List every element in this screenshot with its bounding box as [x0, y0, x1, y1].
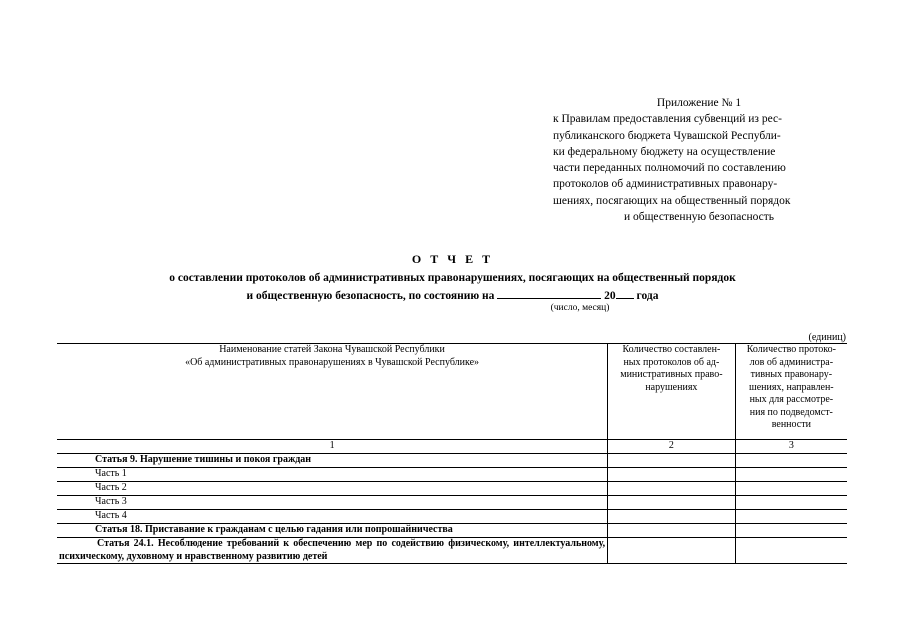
appendix-line: части переданных полномочий по составлению: [553, 162, 786, 175]
header-text: Количество составлен-: [622, 344, 721, 355]
part-name: Часть 4: [57, 510, 608, 524]
header-text: венности: [771, 419, 811, 430]
count-cell[interactable]: [735, 510, 847, 524]
count-cell[interactable]: [735, 454, 847, 468]
column-number-row: [57, 440, 847, 454]
header-text: министративных право-: [620, 369, 723, 380]
table-row: [57, 510, 847, 524]
report-title: О Т Ч Е Т: [411, 252, 494, 266]
count-cell[interactable]: [735, 496, 847, 510]
appendix-line: протоколов об административных правонару-: [553, 178, 778, 191]
header-text: ных протоколов об ад-: [623, 356, 720, 368]
table-row: [57, 468, 847, 482]
year-suffix: года: [636, 290, 659, 302]
appendix-line: публиканского бюджета Чувашской Республи-: [553, 129, 781, 142]
year-blank: [616, 286, 634, 299]
appendix-line: к Правилам предоставления субвенций из рес-: [553, 113, 782, 126]
year-prefix: 20: [604, 290, 616, 302]
appendix-note: [553, 95, 845, 225]
date-hint: (число, месяц): [550, 303, 610, 313]
header-text: лов об администра-: [749, 356, 834, 368]
header-text: «Об административных правонарушениях в Чувашской Республике»: [185, 356, 480, 368]
count-cell[interactable]: [735, 482, 847, 496]
count-cell[interactable]: [608, 496, 736, 510]
header-text: ния по подведомст-: [749, 406, 833, 418]
header-text: шениях, направлен-: [749, 381, 834, 393]
header-text: Наименование статей Закона Чувашской Республики: [219, 344, 445, 355]
appendix-line: ки федеральному бюджету на осуществление: [553, 145, 776, 158]
header-article-name: [57, 344, 608, 440]
report-subtitle-line2: [0, 286, 905, 304]
appendix-line: и общественную безопасность: [623, 211, 775, 224]
count-cell[interactable]: [608, 454, 736, 468]
column-number: 3: [735, 440, 847, 454]
report-subtitle: [0, 270, 905, 304]
report-subtitle-line1: о составлении протоколов об административных правонарушениях, посягающих на общественный порядок: [169, 272, 736, 284]
count-cell[interactable]: [735, 468, 847, 482]
count-cell[interactable]: [608, 510, 736, 524]
table-row: [57, 524, 847, 538]
header-text: Количество протоко-: [746, 344, 836, 355]
article-name: Статья 24.1. Несоблюдение требований к обеспечению мер по содействию физическому, интеллектуальному, психическому, духовному и нравственному развитию детей: [57, 538, 608, 564]
header-protocols-forwarded: [735, 344, 847, 440]
count-cell[interactable]: [608, 538, 736, 564]
article-name: Статья 9. Нарушение тишины и покоя граждан: [57, 454, 608, 468]
header-protocols-count: [608, 344, 736, 440]
table-header-row: [57, 344, 847, 440]
part-name: Часть 1: [57, 468, 608, 482]
table-row: [57, 538, 847, 564]
column-number: 2: [608, 440, 736, 454]
count-cell[interactable]: [608, 468, 736, 482]
article-name: Статья 18. Приставание к гражданам с целью гадания или попрошайничества: [57, 524, 608, 538]
table-row: [57, 496, 847, 510]
appendix-title: Приложение № 1: [656, 97, 742, 109]
date-blank: [497, 286, 601, 299]
count-cell[interactable]: [735, 524, 847, 538]
report-table: [57, 343, 847, 564]
table-row: [57, 454, 847, 468]
part-name: Часть 3: [57, 496, 608, 510]
part-name: Часть 2: [57, 482, 608, 496]
units-label: (единиц): [808, 332, 846, 343]
count-cell[interactable]: [735, 538, 847, 564]
count-cell[interactable]: [608, 482, 736, 496]
count-cell[interactable]: [608, 524, 736, 538]
appendix-line: шениях, посягающих на общественный порядок: [553, 194, 791, 207]
table-row: [57, 482, 847, 496]
header-text: тивных правонару-: [750, 369, 833, 380]
column-number: 1: [57, 440, 608, 454]
header-text: нарушениях: [645, 381, 698, 393]
subtitle-text: и общественную безопасность, по состоянию на: [246, 290, 495, 302]
header-text: ных для рассмотре-: [749, 394, 834, 405]
